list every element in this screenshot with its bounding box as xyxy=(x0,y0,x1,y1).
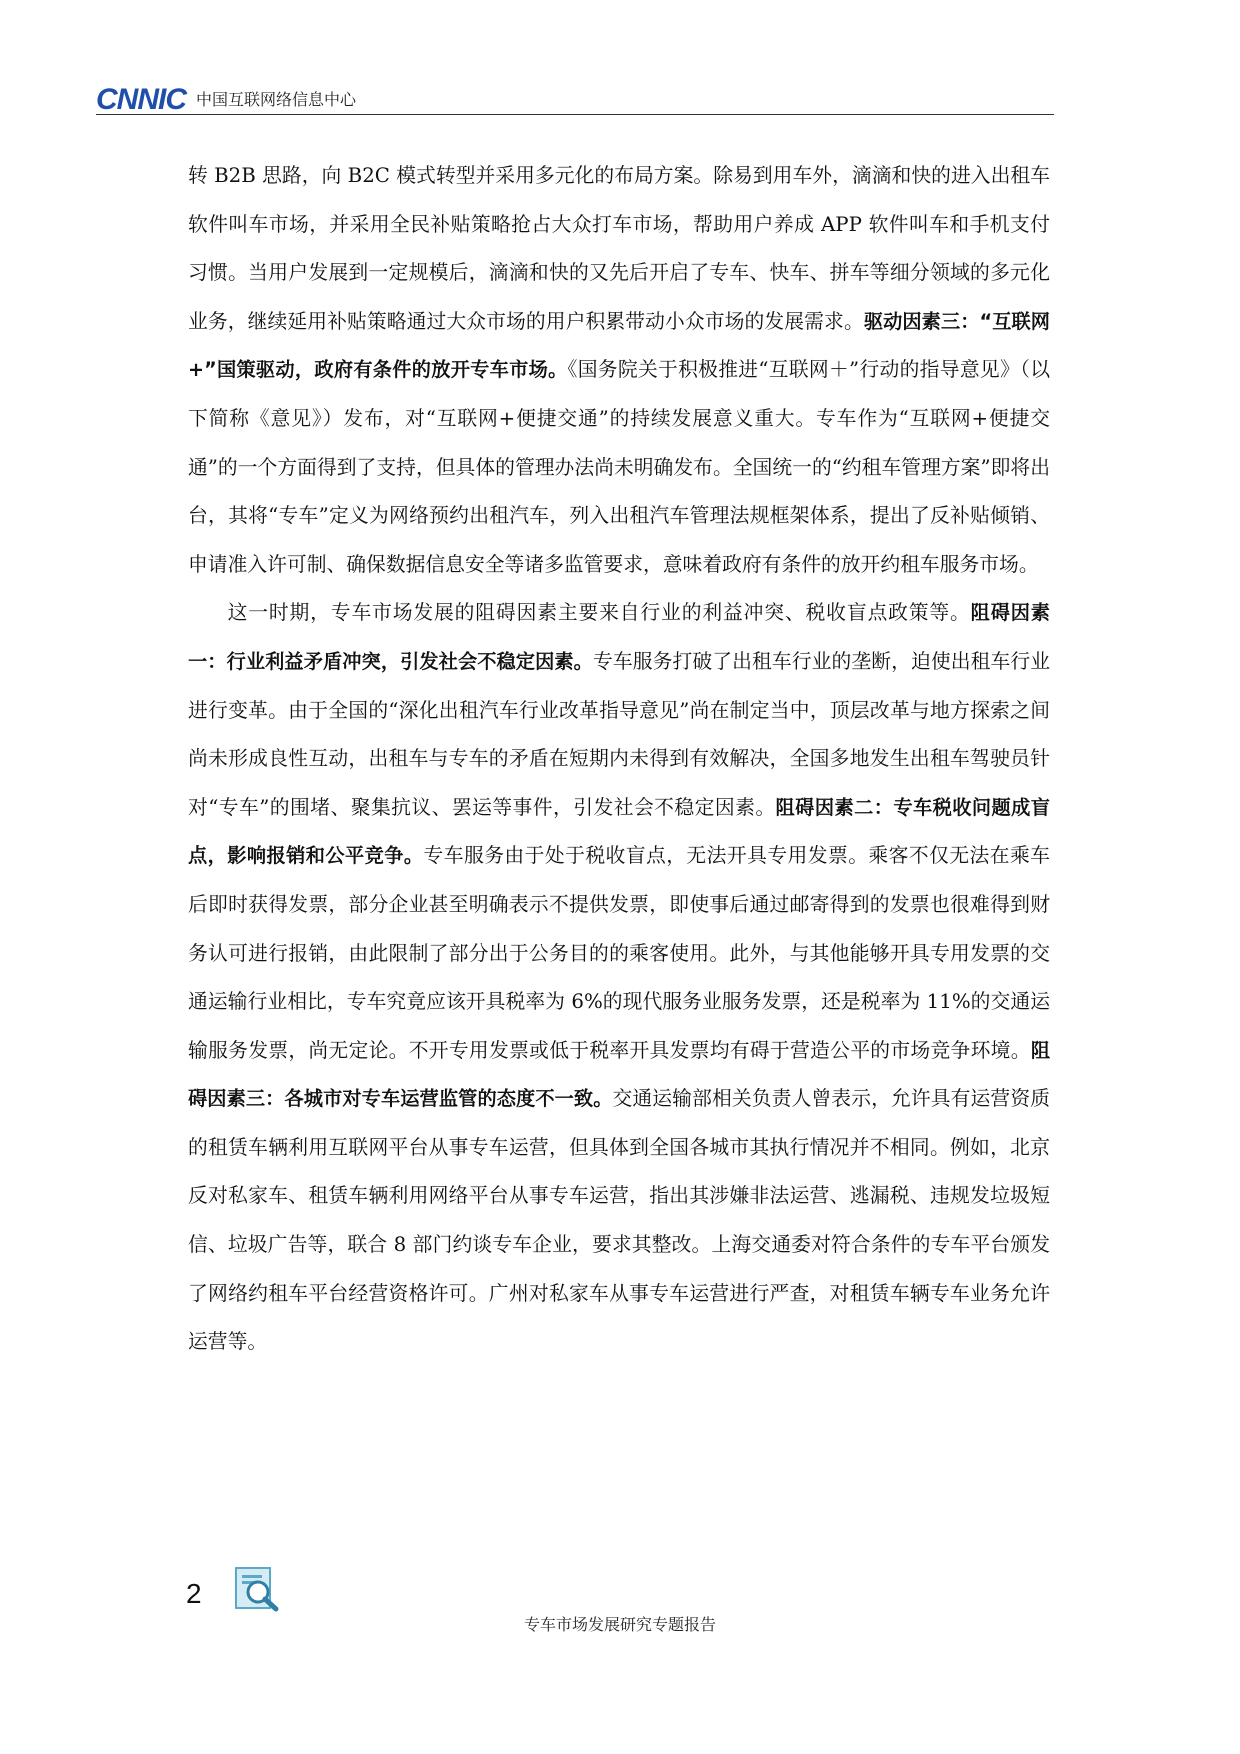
text-segment: 《国务院关于积极推进“互联网＋”行动的指导意见》（以下简称《意见》）发布，对“互联网+便捷交通”的持续发展意义重大。专车作为“互联网+便捷交通”的一个方面得到了支持，但具体的管理办法尚未明确发布。全国统一的“约租车管理方案”即将出台，其将“专车”定义为网络预约出租汽车，列入出租汽车管理法规框架体系，提出了反补贴倾销、申请准入许可制、确保数据信息安全等诸多监管要求，意味着政府有条件的放开约租车服务市场。 xyxy=(188,358,1050,576)
bold-heading-obstacle-1: 阻碍因素一：行业利益矛盾冲突，引发社会不稳定因素。 xyxy=(188,601,1050,673)
cnnic-logo: CNNIC xyxy=(96,83,186,116)
page-header xyxy=(96,84,1054,114)
bold-heading-obstacle-3: 阻碍因素三：各城市对专车运营监管的态度不一致。 xyxy=(188,1038,1050,1111)
text-segment: 转 B2B 思路，向 B2C 模式转型并采用多元化的布局方案。除易到用车外，滴滴和快的进入出租车软件叫车市场，并采用全民补贴策略抢占大众打车市场，帮助用户养成 APP 软件叫车和手机支付习惯。当用户发展到一定规模后，滴滴和快的又先后开启了专车、快车、拼车等细分领域的多元化业务，继续延用补贴策略通过大众市场的用户积累带动小众市场的发展需求。 xyxy=(188,164,1050,333)
text-segment: 交通运输部相关负责人曾表示，允许具有运营资质的租赁车辆利用互联网平台从事专车运营，但具体到全国各城市其执行情况并不相同。例如，北京反对私家车、租赁车辆利用网络平台从事专车运营，指出其涉嫌非法运营、逃漏税、违规发垃圾短信、垃圾广告等，联合 8 部门约谈专车企业，要求其整改。上海交通委对符合条件的专车平台颁发了网络约租车平台经营资格许可。广州对私家车从事专车运营进行严查，对租赁车辆专车业务允许运营等。 xyxy=(188,1087,1050,1354)
bold-heading-obstacle-2: 阻碍因素二：专车税收问题成盲点，影响报销和公平竞争。 xyxy=(188,795,1050,868)
organization-name: 中国互联网络信息中心 xyxy=(196,90,357,109)
magnifier-report-icon xyxy=(234,1566,280,1612)
report-title: 专车市场发展研究专题报告 xyxy=(523,1615,716,1634)
text-segment: 专车服务打破了出租车行业的垄断，迫使出租车行业进行变革。由于全国的“深化出租汽车行业改革指导意见”尚在制定当中，顶层改革与地方探索之间尚未形成良性互动，出租车与专车的矛盾在短期内未得到有效解决，全国多地发生出租车驾驶员针对“专车”的围堵、聚集抗议、罢运等事件，引发社会不稳定因素。 xyxy=(188,649,1050,819)
bold-heading-driver-3: 驱动因素三：“互联网+”国策驱动，政府有条件的放开专车市场。 xyxy=(188,309,1050,382)
body-text xyxy=(188,152,1050,1367)
text-segment: 专车服务由于处于税收盲点，无法开具专用发票。乘客不仅无法在乘车后即时获得发票，部分企业甚至明确表示不提供发票，即使事后通过邮寄得到的发票也很难得到财务认可进行报销，由此限制了部分出于公务目的的乘客使用。此外，与其他能够开具专用发票的交通运输行业相比，专车究竟应该开具税率为 6%的现代服务业服务发票，还是税率为 11%的交通运输服务发票，尚无定论。不开专用发票或低于税率开具发票均有碍于营造公平的市场竞争环境。 xyxy=(188,844,1050,1062)
paragraph-1 xyxy=(188,152,1050,589)
text-segment: 这一时期，专车市场发展的阻碍因素主要来自行业的利益冲突、税收盲点政策等。 xyxy=(227,601,971,625)
page-number: 2 xyxy=(186,1578,202,1609)
paragraph-2 xyxy=(188,589,1050,1367)
header-divider xyxy=(96,114,1054,115)
